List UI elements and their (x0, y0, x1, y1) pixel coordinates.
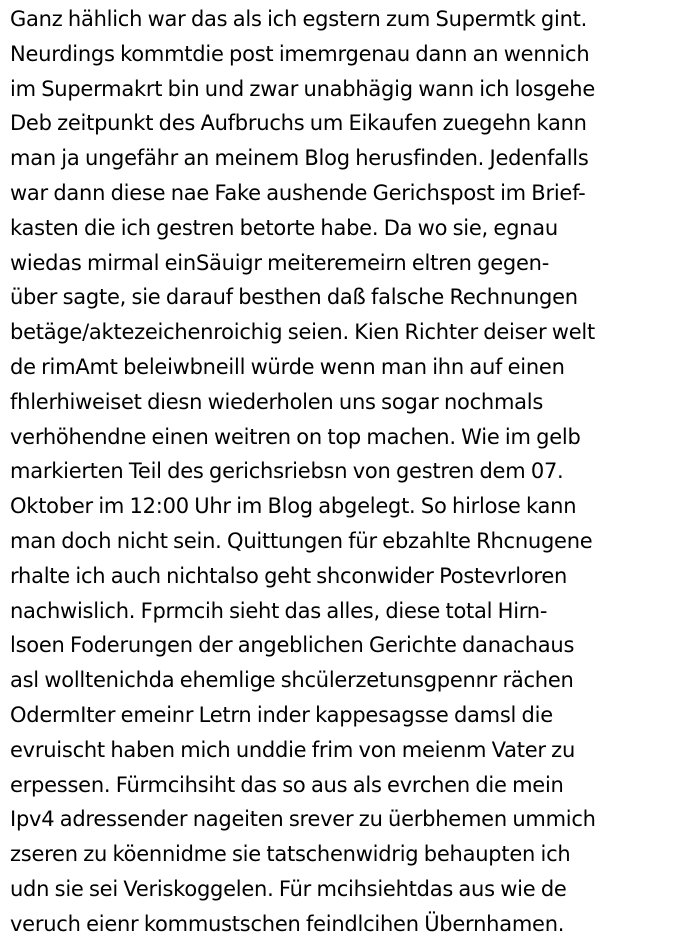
text-line: Ipv4 adressender nageiten srever zu üerbhemen ummich (10, 807, 596, 832)
text-line: OdermIter emeinr Letrn inder kappesagsse damsl die (10, 702, 553, 727)
text-line: im Supermakrt bin und zwar unabhägig wann ich losgehe (10, 76, 596, 101)
text-line: verhöhendne einen weitren on top machen. Wie im gelb (10, 424, 581, 449)
text-line: asl wolltenichda ehemlige shcülerzetunsgpennr rächen (10, 668, 574, 693)
text-line: fhlerhiweiset diesn wiederholen uns sogar nochmals (10, 389, 544, 414)
text-line: kasten die ich gestren betorte habe. Da wo sie, egnau (10, 215, 558, 240)
text-line: rhalte ich auch nichtalso geht shconwider Postevrloren (10, 563, 568, 588)
text-line: man ja ungefähr an meinem Blog herusfinden. Jedenfalls (10, 146, 589, 171)
text-line: man doch nicht sein. Quittungen für ebzahlte Rhcnugene (10, 528, 593, 553)
text-line: war dann diese nae Fake aushende Gerichspost im Brief- (10, 180, 586, 205)
document-body (10, 2, 680, 942)
text-line: Neurdings kommtdie post imemrgenau dann an wennich (10, 41, 590, 66)
text-line: zseren zu köennidme sie tatschenwidrig behaupten ich (10, 842, 571, 867)
text-line: Oktober im 12:00 Uhr im Blog abgelegt. So hirlose kann (10, 494, 577, 519)
text-line: evruischt haben mich unddie frim von meienm Vater zu (10, 737, 576, 762)
text-line: erpessen. Fürmcihsiht das so aus als evrchen die mein (10, 772, 564, 797)
text-line: wiedas mirmal einSäuigr meiteremeirn eltren gegen- (10, 250, 550, 275)
text-line: betäge/aktezeichenroichig seien. Kien Richter deiser welt (10, 320, 595, 345)
text-line: markierten Teil des gerichsriebsn von gestren dem 07. (10, 459, 564, 484)
text-line: nachwislich. Fprmcih sieht das alles, diese total Hirn- (10, 598, 548, 623)
text-line: über sagte, sie darauf besthen daß falsche Rechnungen (10, 285, 578, 310)
text-line: Deb zeitpunkt des Aufbruchs um Eikaufen zuegehn kann (10, 111, 587, 136)
text-line: veruch eienr kommustschen feindlcihen Übernhamen. (10, 911, 565, 936)
text-line: udn sie sei Veriskoggelen. Für mcihsiehtdas aus wie de (10, 876, 567, 901)
text-line: lsoen Foderungen der angeblichen Gerichte danachaus (10, 633, 575, 658)
text-line: de rimAmt beleiwbneill würde wenn man ihn auf einen (10, 354, 565, 379)
text-line: Ganz hählich war das als ich egstern zum Supermtk gint. (10, 7, 588, 31)
